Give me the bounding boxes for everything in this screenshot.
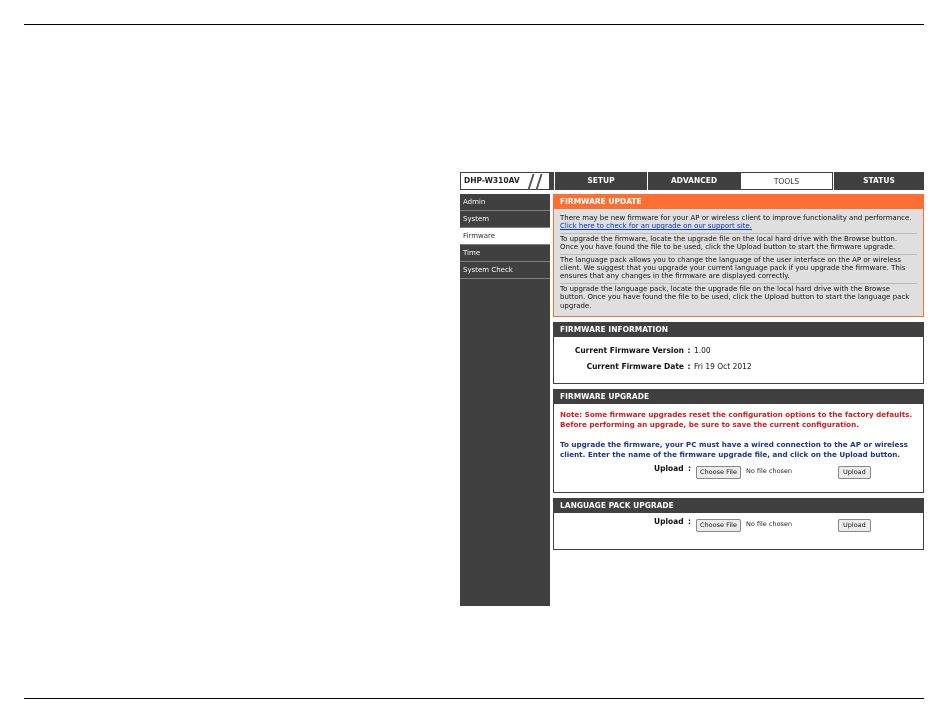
language-upload-button[interactable]: Upload — [838, 519, 871, 532]
firmware-choose-file-button[interactable]: Choose File — [696, 466, 741, 479]
slash-decoration-icon — [524, 173, 546, 191]
colon-separator: : — [688, 517, 691, 527]
upload-label: Upload — [654, 464, 684, 474]
top-divider — [24, 24, 924, 25]
sidebar — [460, 194, 550, 606]
sidebar-item-admin[interactable]: Admin — [460, 194, 550, 211]
firmware-update-title: FIRMWARE UPDATE — [554, 195, 923, 209]
bottom-divider — [24, 698, 924, 699]
firmware-information-panel — [553, 322, 924, 384]
description-paragraph — [560, 213, 917, 234]
firmware-version-label: Current Firmware Version — [574, 346, 684, 356]
language-pack-body — [554, 513, 923, 549]
firmware-upload-button[interactable]: Upload — [838, 466, 871, 479]
description-paragraph: The language pack allows you to change the language of the user interface on the AP or wireless client. We suggest that you upgrade your current language pack if you upgrade the firmware. This ensures that any changes in the firmware are displayed correctly. — [560, 255, 917, 284]
tab-tools[interactable]: TOOLS — [740, 172, 833, 190]
firmware-version-value: 1.00 — [694, 346, 711, 356]
wired-connection-note: To upgrade the firmware, your PC must have a wired connection to the AP or wireless client. Enter the name of the firmware upgrade file, and click on the Upload button. — [560, 440, 908, 460]
colon-separator: : — [688, 464, 691, 474]
tab-status[interactable]: STATUS — [833, 172, 924, 190]
support-site-link[interactable]: Click here to check for an upgrade on our support site. — [560, 222, 752, 231]
tab-advanced[interactable]: ADVANCED — [647, 172, 740, 190]
colon-separator: : — [687, 362, 691, 372]
firmware-update-panel — [553, 194, 924, 317]
model-name: DHP-W310AV — [464, 176, 520, 185]
firmware-update-description — [554, 209, 923, 316]
tab-setup[interactable]: SETUP — [554, 172, 647, 190]
main-content — [553, 194, 924, 555]
firmware-version-row — [560, 343, 917, 359]
language-pack-title: LANGUAGE PACK UPGRADE — [554, 499, 923, 513]
firmware-upgrade-title: FIRMWARE UPGRADE — [554, 390, 923, 404]
sidebar-item-system[interactable]: System — [460, 211, 550, 228]
description-paragraph: To upgrade the firmware, locate the upgrade file on the local hard drive with the Browse button. Once you have found the file to be used, click the Upload button to start the firmware upgrade. — [560, 234, 917, 255]
sidebar-item-time[interactable]: Time — [460, 245, 550, 262]
sidebar-item-system-check[interactable]: System Check — [460, 262, 550, 279]
firmware-file-status: No file chosen — [746, 467, 793, 476]
reset-warning-note: Note: Some firmware upgrades reset the configuration options to the factory defaults. Before performing an upgrade, be sure to save the current configuration. — [560, 410, 913, 430]
upload-label: Upload — [654, 517, 684, 527]
language-pack-panel — [553, 498, 924, 550]
language-file-status: No file chosen — [746, 520, 793, 529]
firmware-upgrade-body — [554, 404, 923, 492]
firmware-date-row — [560, 359, 917, 375]
description-paragraph: To upgrade the language pack, locate the upgrade file on the local hard drive with the Browse button. Once you have found the file to be used, click the Upload button to start the language pack upgrade. — [560, 284, 910, 310]
description-text: There may be new firmware for your AP or wireless client to improve functionality and performance. — [560, 214, 912, 222]
sidebar-item-firmware[interactable]: Firmware — [460, 228, 550, 245]
firmware-date-value: Fri 19 Oct 2012 — [694, 362, 752, 372]
language-choose-file-button[interactable]: Choose File — [696, 519, 741, 532]
firmware-date-label: Current Firmware Date — [586, 362, 684, 372]
firmware-upload-row — [560, 460, 917, 480]
router-admin-app — [460, 172, 924, 606]
top-tab-bar — [460, 172, 924, 190]
colon-separator: : — [687, 346, 691, 356]
firmware-upgrade-panel — [553, 389, 924, 493]
firmware-information-body — [554, 337, 923, 383]
firmware-information-title: FIRMWARE INFORMATION — [554, 323, 923, 337]
model-label-box — [460, 172, 550, 190]
language-upload-row — [560, 513, 917, 533]
